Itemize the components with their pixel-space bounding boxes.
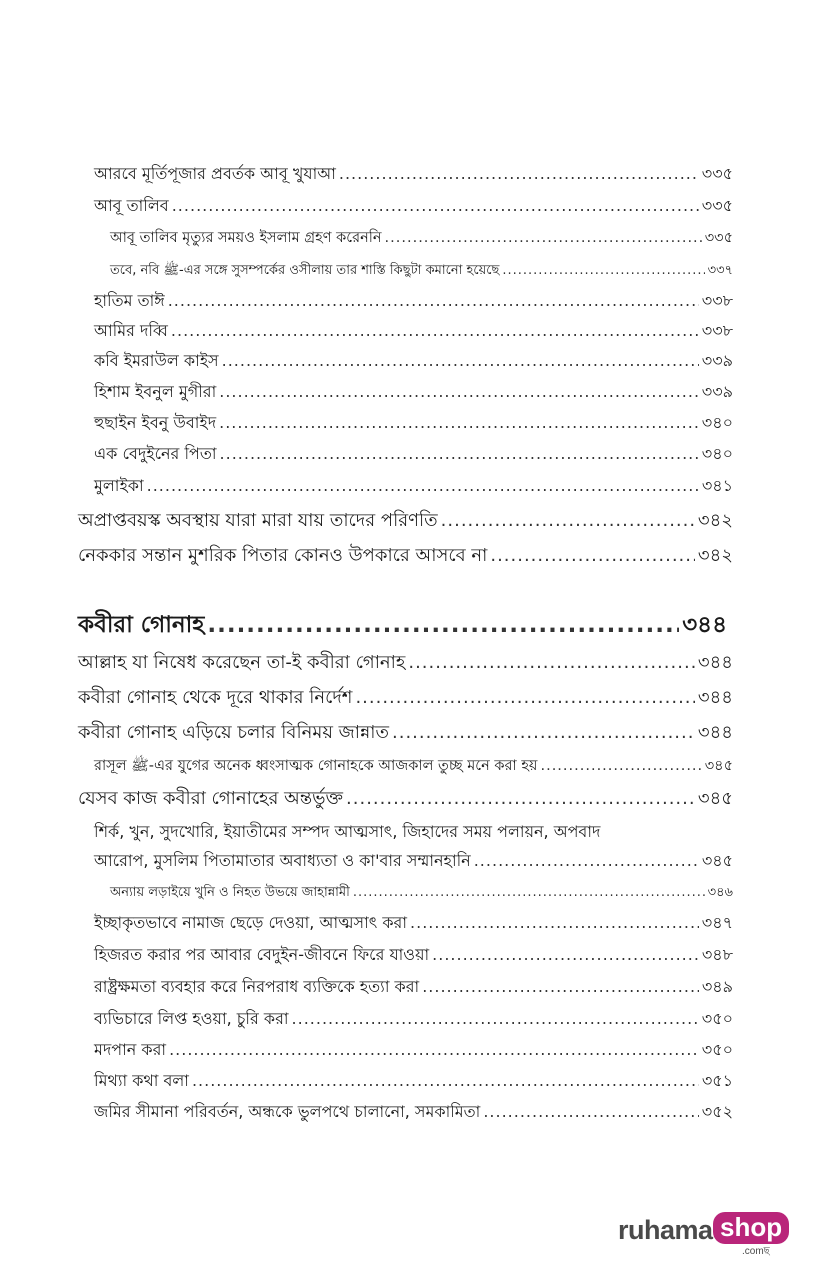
toc-entry [94,166,733,182]
toc-leader-dots [219,415,699,431]
toc-title: কবীরা গোনাহ এড়িয়ে চলার বিনিময় জান্নাত [78,722,389,743]
toc-title: আরবে মূর্তিপূজার প্রবর্তক আবূ খুযাআ [94,164,336,183]
toc-title: মিথ্যা কথা বলা [94,1071,189,1090]
toc-page-number: ৩৫০ [701,1009,733,1028]
toc-entry [110,264,733,277]
toc-title: অন্যায় লড়াইয়ে খুনি ও নিহত উভয়ে জাহান্নামী [110,885,350,900]
toc-page-number: ৩৩৮ [701,291,733,310]
toc-leader-dots [408,654,695,672]
toc-title: রাসূল ﷺ-এর যুগের অনেক ধ্বংসাত্মক গোনাহকে আজকাল তুচ্ছ মনে করা হয় [94,758,538,774]
toc-page-number: ৩৩৯ [701,382,733,401]
toc-leader-dots [422,979,699,995]
toc-title: ব্যভিচারে লিপ্ত হওয়া, চুরি করা [94,1009,289,1028]
toc-entry [78,724,733,742]
toc-entry [78,512,733,530]
toc-leader-dots [385,231,702,246]
toc-title: ইচ্ছাকৃতভাবে নামাজ ছেড়ে দেওয়া, আত্মসাৎ করা [94,913,408,932]
toc-page-number: ৩৪১ [701,476,733,495]
toc-title: হিশাম ইবনুল মুগীরা [94,382,217,401]
toc-leader-dots [540,759,701,774]
toc-entry [94,353,733,369]
toc-title: আল্লাহ যা নিষেধ করেছেন তা-ই কবীরা গোনাহ [78,652,406,673]
toc-page-number: ৩৪০ [701,444,733,463]
toc-page-number: ৩৪৫ [701,851,733,870]
toc-leader-dots [222,353,699,369]
toc-page-number: ৩৫২ [701,1102,733,1121]
toc-title: এক বেদুইনের পিতা [94,444,217,463]
toc-leader-dots [432,947,699,963]
logo-text-ruhama: ruhama [618,1215,713,1245]
toc-leader-dots [355,689,694,707]
logo-text-shop: shop [713,1212,789,1244]
toc-page-number: ৩৩৫ [701,164,733,183]
toc-title: কবি ইমরাউল কাইস [94,351,219,370]
toc-leader-dots [171,323,699,339]
toc-title: আবূ তালিব [94,196,169,215]
toc-entry [94,384,733,400]
toc-entry [94,1073,733,1089]
toc-page-number: ৩৪৫ [697,788,733,809]
toc-title: তবে, নবি ﷺ-এর সঙ্গে সুসম্পর্কের ওসীলায় তার শাস্তি কিছুটা কমানো হয়েছে [110,263,500,278]
toc-page-number: ৩৪৫ [704,758,733,774]
toc-title: হাতিম তাঈ [94,291,165,310]
toc-title: কবীরা গোনাহ থেকে দূরে থাকার নির্দেশ [78,687,353,708]
toc-page-number: ৩৩৯ [701,351,733,370]
toc-entry [110,886,733,899]
toc-page-number: ৩৪০ [701,413,733,432]
toc-page-number: ৩৩৫ [704,230,733,246]
toc-leader-dots [192,1073,699,1089]
chapter-title: কবীরা গোনাহ [78,612,205,638]
toc-entry [94,947,733,963]
toc-title: নেককার সন্তান মুশরিক পিতার কোনও উপকারে আসবে না [78,545,488,566]
toc-title: যেসব কাজ কবীরা গোনাহের অন্তর্ভুক্ত [78,788,344,809]
toc-leader-dots [483,1104,698,1120]
toc-entry [110,231,733,246]
toc-title: মদপান করা [94,1040,167,1059]
toc-entry [94,415,733,431]
toc-entry [78,790,733,808]
toc-page-number: ৩৩৫ [701,196,733,215]
toc-leader-dots [207,614,679,637]
toc-entry [94,478,733,494]
toc-page-number: ৩৪৯ [701,977,733,996]
toc-entry [94,198,733,214]
toc-title: রাষ্ট্রক্ষমতা ব্যবহার করে নিরপরাধ ব্যক্তিকে হত্যা করা [94,977,420,996]
toc-leader-dots [346,790,695,808]
toc-page-number: ৩৪৭ [701,913,733,932]
chapter-page-number: ৩৪৪ [682,612,727,638]
toc-page-number: ৩৫০ [701,1040,733,1059]
toc-title: মুলাইকা [94,476,144,495]
chapter-heading [78,614,727,637]
toc-entry [94,446,733,462]
toc-page-number: ৩৪২ [697,510,733,531]
toc-entry [94,1011,733,1027]
toc-entry [94,323,733,339]
toc-entry [94,915,733,931]
toc-page-number: ৩৪৪ [697,722,733,743]
toc-entry [94,759,733,774]
toc-leader-dots [502,264,704,277]
toc-title: হুছাইন ইবনু উবাইদ [94,413,217,432]
toc-title: জমির সীমানা পরিবর্তন, অন্ধকে ভুলপথে চালানো, সমকামিতা [94,1102,481,1121]
toc-page-number: ৩৩৭ [707,263,733,278]
toc-leader-dots [147,478,699,494]
toc-title: অপ্রাপ্তবয়স্ক অবস্থায় যারা মারা যায় তাদের পরিণতি [78,510,438,531]
toc-title: আরোপ, মুসলিম পিতামাতার অবাধ্যতা ও কা'বার সম্মানহানি [94,851,471,870]
toc-entry [94,293,733,309]
toc-title: আবূ তালিব মৃত্যুর সময়ও ইসলাম গ্রহণ করেননি [110,230,382,246]
toc-title: আমির দব্বি [94,321,168,340]
ruhamashop-logo [618,1211,783,1261]
toc-page-number: ৩৩৮ [701,321,733,340]
toc-entry [94,1042,733,1058]
toc-page-number: ৩৪৬ [707,885,733,900]
toc-entry [78,689,733,707]
toc-leader-dots [169,1042,699,1058]
toc-leader-dots [220,446,699,462]
toc-leader-dots [339,166,699,182]
toc-leader-dots [392,724,695,742]
toc-leader-dots [353,886,705,899]
toc-entry [94,853,733,869]
toc-leader-dots [168,293,699,309]
toc-entry [78,654,733,672]
toc-page-number: ৩৪৪ [697,687,733,708]
toc-entry [94,979,733,995]
toc-leader-dots [490,547,695,565]
toc-leader-dots [410,915,699,931]
toc-leader-dots [219,384,699,400]
logo-text-domain: .comছ [742,1246,770,1257]
toc-page-number: ৩৪২ [697,545,733,566]
toc-leader-dots [441,512,695,530]
toc-entry-first-line: শির্ক, খুন, সুদখোরি, ইয়াতীমের সম্পদ আত্মসাৎ, জিহাদের সময় পলায়ন, অপবাদ [94,822,601,841]
toc-leader-dots [172,198,699,214]
toc-page-number: ৩৪৮ [701,945,733,964]
toc-leader-dots [292,1011,699,1027]
toc-leader-dots [474,853,699,869]
toc-title: হিজরত করার পর আবার বেদুইন-জীবনে ফিরে যাওয়া [94,945,430,964]
toc-entry [94,1104,733,1120]
toc-entry [78,547,733,565]
toc-page-number: ৩৫১ [701,1071,733,1090]
toc-page-number: ৩৪৪ [697,652,733,673]
